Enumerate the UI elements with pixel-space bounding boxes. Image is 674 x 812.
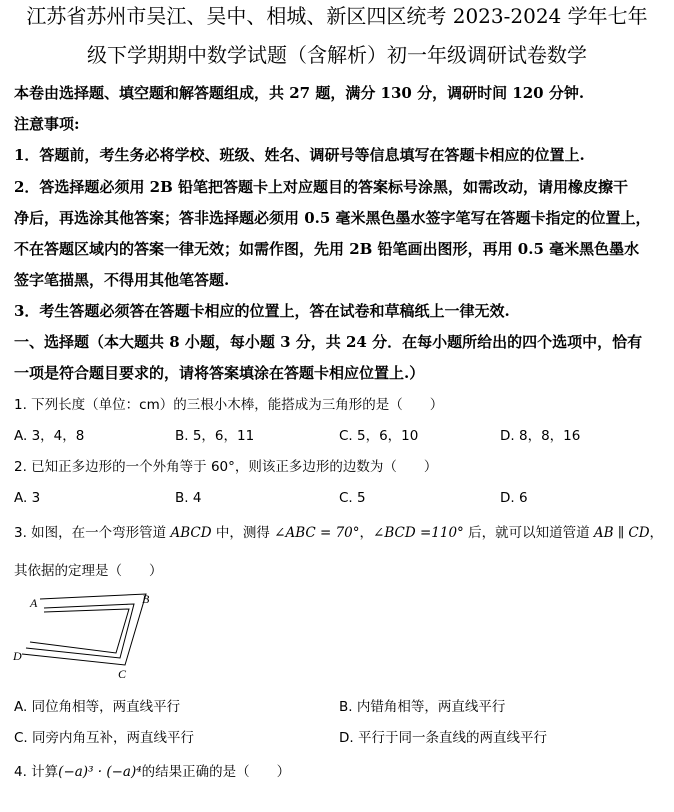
question-4-expression: (−a)³ · (−a)⁴ [58,764,142,780]
question-2-option-d: D. 6 [500,490,528,506]
notice-item-2-line-1: 2．答选择题必须用 2B 铅笔把答题卡上对应题目的答案标号涂黑，如需改动，请用橡皮擦干 [14,178,629,196]
question-3-parallel: AB ∥ CD [593,525,650,541]
figure-label-a: A [30,596,38,610]
question-3-abcd: ABCD [170,525,212,541]
question-3-stem-end: ， [649,525,664,541]
question-3-angle-abc: ∠ABC = 70° [274,525,360,541]
section-1-heading-line-1: 一、选择题（本大题共 8 小题，每小题 3 分，共 24 分．在每小题所给出的四个选项中，恰有 [14,333,643,351]
question-3-stem-mid2: 后，就可以知道管道 [463,525,594,541]
question-3-option-a: A. 同位角相等，两直线平行 [14,699,181,715]
question-2-option-c: C. 5 [339,490,366,506]
question-2-option-a: A. 3 [14,490,41,506]
notice-item-2-line-2: 净后，再选涂其他答案；答非选择题必须用 0.5 毫米黑色墨水签字笔写在答题卡指定的位置上， [14,209,651,227]
question-1-option-b: B. 5，6，11 [175,428,255,444]
question-3-stem-sep: ， [359,525,374,541]
question-1-stem: 1. 下列长度（单位：cm）的三根小木棒，能搭成为三角形的是（ ） [14,397,444,413]
notice-item-2-line-3: 不在答题区域内的答案一律无效；如需作图，先用 2B 铅笔画出图形，再用 0.5 毫米黑色墨水 [14,240,640,258]
question-2-stem: 2. 已知正多边形的一个外角等于 60°，则该正多边形的边数为（ ） [14,459,438,475]
notice-heading: 注意事项: [14,115,80,133]
question-4-stem-suffix: 的结果正确的是（ ） [141,764,291,780]
question-2-option-b: B. 4 [175,490,202,506]
figure-label-d: D [13,649,22,663]
question-3-stem-mid1: 中，测得 [211,525,275,541]
question-3-angle-bcd: ∠BCD =110° [373,525,464,541]
question-3-stem-prefix: 3. 如图，在一个弯形管道 [14,525,171,541]
exam-title-line-1: 江苏省苏州市吴江、吴中、相城、新区四区统考 2023-2024 学年七年 [26,4,648,28]
question-1-option-d: D. 8，8，16 [500,428,581,444]
exam-title-line-2: 级下学期期中数学试题（含解析）初一年级调研试卷数学 [87,43,587,67]
figure-label-c: C [118,667,127,681]
figure-label-b: B [142,592,150,606]
question-4-stem [14,763,664,781]
question-4-stem-prefix: 4. 计算 [14,764,59,780]
question-3-option-b: B. 内错角相等，两直线平行 [339,699,506,715]
question-1-option-c: C. 5，6，10 [339,428,419,444]
question-3-option-c: C. 同旁内角互补，两直线平行 [14,730,195,746]
section-1-heading-line-2: 一项是符合题目要求的，请将答案填涂在答题卡相应位置上.） [14,364,425,382]
notice-item-1: 1．答题前，考生务必将学校、班级、姓名、调研号等信息填写在答题卡相应的位置上. [14,146,585,164]
question-3-stem-line-2: 其依据的定理是（ ） [14,563,163,579]
notice-item-2-line-4: 签字笔描黑，不得用其他笔答题. [14,271,230,289]
question-3-pipe-figure [10,590,170,682]
notice-item-3: 3．考生答题必须答在答题卡相应的位置上，答在试卷和草稿纸上一律无效. [14,302,510,320]
question-1-option-a: A. 3，4，8 [14,428,85,444]
question-3-option-d: D. 平行于同一条直线的两直线平行 [339,730,547,746]
question-3-stem [14,524,664,542]
exam-summary: 本卷由选择题、填空题和解答题组成，共 27 题，满分 130 分，调研时间 120 分钟. [14,84,585,102]
